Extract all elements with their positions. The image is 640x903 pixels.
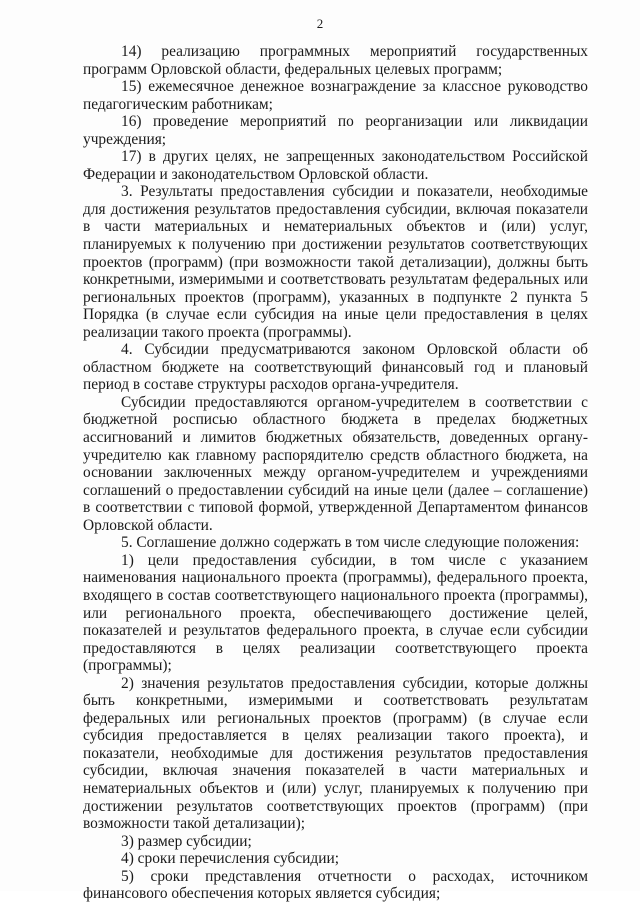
paragraph-item-15: 15) ежемесячное денежное вознаграждение за классное руководство педагогическим работникам;	[83, 78, 588, 113]
paragraph-section-3: 3. Результаты предоставления субсидии и показатели, необходимые для достижения результатов предоставления субсидии, включая показатели в части материальных и нематериальных объектов и (или) услуг, планируемых к получению при достижении результатов соответствующих проектов (программ) (при возможности такой детализации), должны быть конкретными, измеримыми и соответствовать результатам федеральных или региональных проектов (программ), указанных в подпункте 2 пункта 5 Порядка (в случае если субсидия на иные цели предоставления в целях реализации такого проекта (программы).	[83, 183, 588, 341]
paragraph-section-4: 4. Субсидии предусматриваются законом Орловской области об областном бюджете на соответствующий финансовый год и плановый период в составе структуры расходов органа-учредителя.	[83, 341, 588, 394]
paragraph-subsidies-provision: Субсидии предоставляются органом-учредителем в соответствии с бюджетной росписью областного бюджета в пределах бюджетных ассигнований и лимитов бюджетных обязательств, доведенных органу-учредителю как главному распорядителю средств областного бюджета, на основании заключенных между органом-учредителем и учреждениями соглашений о предоставлении субсидий на иные цели (далее – соглашение) в соответствии с типовой формой, утвержденной Департаментом финансов Орловской области.	[83, 393, 588, 534]
paragraph-section-5: 5. Соглашение должно содержать в том числе следующие положения:	[121, 534, 580, 552]
paragraph-clause-4: 4) сроки перечисления субсидии;	[121, 850, 339, 868]
paragraph-clause-2: 2) значения результатов предоставления субсидии, которые должны быть конкретными, измеримыми и соответствовать результатам федеральных или региональных проектов (программ) (в случае если субсидия предоставляется в целях реализации такого проекта), и показатели, необходимые для достижения результатов предоставления субсидии, включая значения показателей в части материальных и нематериальных объектов и (или) услуг, планируемых к получению при достижении результатов соответствующих проектов (программ) (при возможности такой детализации);	[83, 674, 588, 833]
paragraph-clause-1: 1) цели предоставления субсидии, в том числе с указанием наименования национального проекта (программы), федерального проекта, входящего в состав соответствующего национального проекта (программы), или регионального проекта, обеспечивающего достижение целей, показателей и результатов федерального проекта, в случае если субсидии предоставляются в целях реализации соответствующего проекта (программы);	[83, 551, 588, 675]
document-body	[83, 43, 588, 903]
paragraph-item-17: 17) в других целях, не запрещенных законодательством Российской Федерации и законодательством Орловской области.	[83, 148, 588, 183]
paragraph-clause-3: 3) размер субсидии;	[121, 832, 252, 850]
page-number: 2	[316, 16, 324, 31]
paragraph-item-14: 14) реализацию программных мероприятий государственных программ Орловской области, федеральных целевых программ;	[83, 43, 588, 78]
paragraph-clause-5: 5) сроки представления отчетности о расходах, источником финансового обеспечения которых является субсидия;	[83, 867, 588, 903]
paragraph-item-16: 16) проведение мероприятий по реорганизации или ликвидации учреждения;	[83, 113, 588, 148]
